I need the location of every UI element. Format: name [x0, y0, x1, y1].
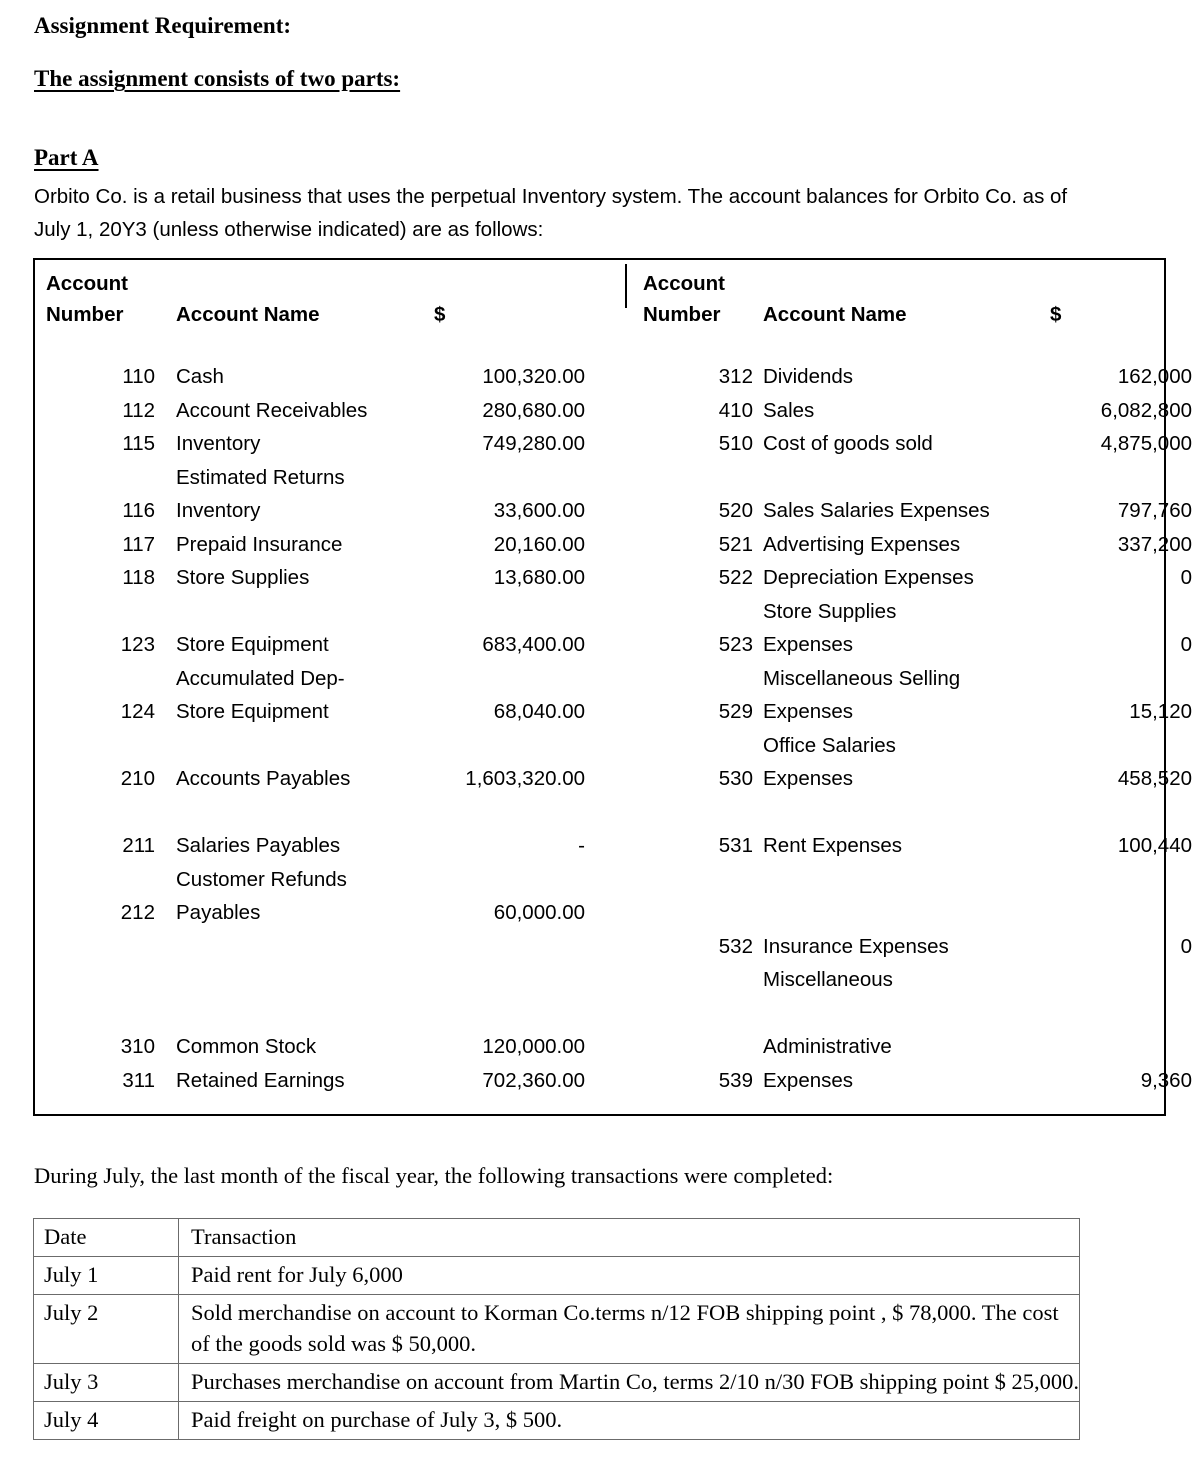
account-amount: 4,875,000: [1100, 432, 1192, 455]
account-number: 123: [120, 633, 155, 656]
account-row: [625, 930, 1192, 964]
account-row: [35, 528, 625, 562]
account-row: [625, 963, 1165, 997]
account-number: 523: [718, 633, 753, 656]
account-row: [35, 628, 625, 662]
account-row: [35, 494, 625, 528]
account-row: [35, 762, 625, 796]
account-row: [35, 595, 625, 629]
account-row: [35, 963, 625, 997]
account-name: Prepaid Insurance: [176, 532, 343, 556]
account-row: [35, 896, 625, 930]
account-row: [625, 494, 1192, 528]
account-amount: 68,040.00: [493, 700, 585, 723]
account-row: [625, 427, 1192, 461]
account-row: [35, 796, 625, 830]
account-number: 115: [122, 432, 155, 455]
account-amount: 100,440: [1117, 834, 1192, 857]
transactions-row: [34, 1364, 1080, 1402]
account-name: Account Receivables: [176, 398, 368, 422]
part-a-heading: Part A: [34, 145, 99, 170]
account-row: [625, 561, 1192, 595]
transaction-date: July 3: [34, 1364, 179, 1402]
account-row: [625, 1030, 1165, 1064]
account-name: Rent Expenses: [763, 834, 903, 857]
account-row: [625, 662, 1165, 696]
account-row: [625, 628, 1192, 662]
transactions-row: [34, 1402, 1080, 1440]
account-name: Miscellaneous: [763, 968, 893, 991]
account-row: [625, 762, 1192, 796]
account-number: 110: [122, 365, 155, 388]
account-name: Cost of goods sold: [763, 432, 933, 455]
account-amount: 120,000.00: [482, 1035, 585, 1058]
transaction-text: Purchases merchandise on account from Martin Co, terms 2/10 n/30 FOB shipping point $ 25,000.: [179, 1364, 1080, 1402]
account-balances-table: [33, 258, 1192, 1116]
account-number: 410: [718, 398, 753, 422]
transaction-date: Date: [34, 1219, 179, 1257]
account-amount: 280,680.00: [482, 398, 585, 422]
account-number: 210: [120, 767, 155, 790]
account-number: 520: [718, 499, 753, 522]
account-amount: 33,600.00: [493, 499, 585, 522]
transaction-date: July 1: [34, 1257, 179, 1295]
header-account-number-line1: Account: [46, 272, 128, 295]
account-row: [625, 796, 1165, 830]
account-amount: 100,320.00: [482, 365, 585, 388]
account-name: Sales: [763, 398, 815, 422]
header-amount: $: [1050, 303, 1062, 326]
account-row: [35, 394, 625, 428]
transaction-text: Sold merchandise on account to Korman Co.terms n/12 FOB shipping point , $ 78,000. The cost of the goods sold was $ 50,000.: [179, 1295, 1080, 1364]
account-amount: 13,680.00: [493, 566, 585, 589]
two-parts-heading: The assignment consists of two parts:: [34, 66, 401, 91]
account-number: 532: [718, 934, 753, 958]
transactions-header-row: [34, 1219, 1080, 1257]
account-name: Salaries Payables: [176, 834, 341, 857]
account-name: Estimated Returns: [176, 465, 345, 489]
account-amount: 20,160.00: [493, 532, 585, 556]
account-name: Cash: [176, 365, 224, 388]
account-row: [35, 863, 625, 897]
account-row: [625, 829, 1192, 863]
header-account-number-line2: Number: [643, 303, 721, 326]
account-number: 117: [122, 532, 155, 556]
account-number: 539: [718, 1068, 753, 1092]
account-name: Store Supplies: [763, 599, 897, 623]
account-number: 531: [718, 834, 753, 857]
account-amount: 0: [1180, 934, 1192, 958]
account-row: [35, 1064, 625, 1098]
account-name: Expenses: [763, 633, 854, 656]
account-name: Retained Earnings: [176, 1068, 345, 1092]
account-number: 522: [718, 566, 753, 589]
account-row: [35, 427, 625, 461]
account-name: Expenses: [763, 1068, 854, 1092]
during-july-paragraph: During July, the last month of the fiscal year, the following transactions were completed:: [34, 1163, 834, 1188]
transaction-date: July 2: [34, 1295, 179, 1364]
account-name: Store Supplies: [176, 566, 310, 589]
account-row: [35, 461, 625, 495]
account-name: Store Equipment: [176, 700, 329, 723]
intro-paragraph: Orbito Co. is a retail business that uses the perpetual Inventory system. The account balances for Orbito Co. as of July 1, 20Y3 (unless otherwise indicated) are as follows:: [34, 185, 1068, 241]
account-amount: 1,603,320.00: [465, 767, 585, 790]
account-name: Customer Refunds: [176, 867, 347, 891]
account-row: [625, 729, 1165, 763]
account-number: 311: [122, 1068, 155, 1092]
account-column-right: [625, 260, 1192, 1114]
transactions-table: [33, 1218, 1080, 1440]
account-row: [625, 394, 1192, 428]
account-amount: 458,520: [1117, 767, 1192, 790]
account-row: [625, 896, 1165, 930]
account-name: Accounts Payables: [176, 767, 351, 790]
transactions-row: [34, 1295, 1080, 1364]
account-name: Store Equipment: [176, 633, 329, 656]
account-number: 310: [120, 1035, 155, 1058]
account-amount: 15,120: [1129, 700, 1192, 723]
account-name: Advertising Expenses: [763, 532, 961, 556]
header-amount: $: [434, 303, 446, 326]
account-row: [35, 997, 625, 1031]
account-row: [35, 829, 625, 863]
account-row: [35, 729, 625, 763]
transaction-text: Transaction: [179, 1219, 1080, 1257]
account-name: Sales Salaries Expenses: [763, 499, 990, 522]
transaction-date: July 4: [34, 1402, 179, 1440]
account-name: Administrative: [763, 1035, 892, 1058]
account-row: [625, 997, 1165, 1031]
account-amount: 9,360: [1140, 1068, 1192, 1092]
transactions-row: [34, 1257, 1080, 1295]
account-amount: 0: [1180, 633, 1192, 656]
account-column-left: [35, 260, 625, 1114]
account-number: 212: [120, 901, 155, 924]
account-name: Insurance Expenses: [763, 934, 949, 958]
account-name: Common Stock: [176, 1035, 317, 1058]
account-name: Expenses: [763, 700, 854, 723]
account-row: [625, 528, 1192, 562]
account-row: [625, 595, 1165, 629]
account-name: Miscellaneous Selling: [763, 666, 961, 690]
account-amount: 337,200: [1117, 532, 1192, 556]
account-amount: 60,000.00: [493, 901, 585, 924]
account-amount: -: [578, 834, 585, 857]
account-amount: 0: [1180, 566, 1192, 589]
account-amount: 797,760: [1117, 499, 1192, 522]
account-amount: 683,400.00: [482, 633, 585, 656]
account-number: 116: [122, 499, 155, 522]
account-name: Office Salaries: [763, 733, 896, 757]
account-amount: 6,082,800: [1100, 398, 1192, 422]
account-row: [625, 695, 1192, 729]
assignment-requirement-heading: Assignment Requirement:: [34, 13, 292, 38]
header-account-number-line1: Account: [643, 272, 725, 295]
account-name: Depreciation Expenses: [763, 566, 974, 589]
header-account-name: Account Name: [176, 303, 320, 326]
account-name: Dividends: [763, 365, 854, 388]
account-number: 312: [718, 365, 753, 388]
account-row: [35, 1030, 625, 1064]
header-account-number-line2: Number: [46, 303, 124, 326]
header-account-name: Account Name: [763, 303, 907, 326]
account-amount: 162,000: [1117, 365, 1192, 388]
account-name: Accumulated Dep-: [176, 666, 345, 690]
account-number: 211: [122, 834, 155, 857]
account-number: 529: [718, 700, 753, 723]
account-rows-right: [625, 360, 1192, 1097]
account-name: Inventory: [176, 432, 261, 455]
account-amount: 749,280.00: [482, 432, 585, 455]
account-name: Inventory: [176, 499, 261, 522]
heading-block: [34, 14, 1154, 170]
account-number: 521: [718, 532, 753, 556]
transaction-text: Paid rent for July 6,000: [179, 1257, 1080, 1295]
account-row: [35, 930, 625, 964]
account-rows-left: [35, 360, 625, 1097]
account-amount: 702,360.00: [482, 1068, 585, 1092]
account-row: [35, 360, 625, 394]
account-number: 124: [120, 700, 155, 723]
transaction-text: Paid freight on purchase of July 3, $ 500.: [179, 1402, 1080, 1440]
account-row: [35, 662, 625, 696]
account-name: Expenses: [763, 767, 854, 790]
account-number: 112: [122, 398, 155, 422]
account-number: 530: [718, 767, 753, 790]
account-row: [625, 863, 1165, 897]
account-name: Payables: [176, 901, 261, 924]
account-number: 118: [122, 566, 155, 589]
account-row: [625, 461, 1165, 495]
account-row: [35, 695, 625, 729]
account-row: [625, 1064, 1192, 1098]
account-row: [625, 360, 1192, 394]
account-row: [35, 561, 625, 595]
account-number: 510: [718, 432, 753, 455]
